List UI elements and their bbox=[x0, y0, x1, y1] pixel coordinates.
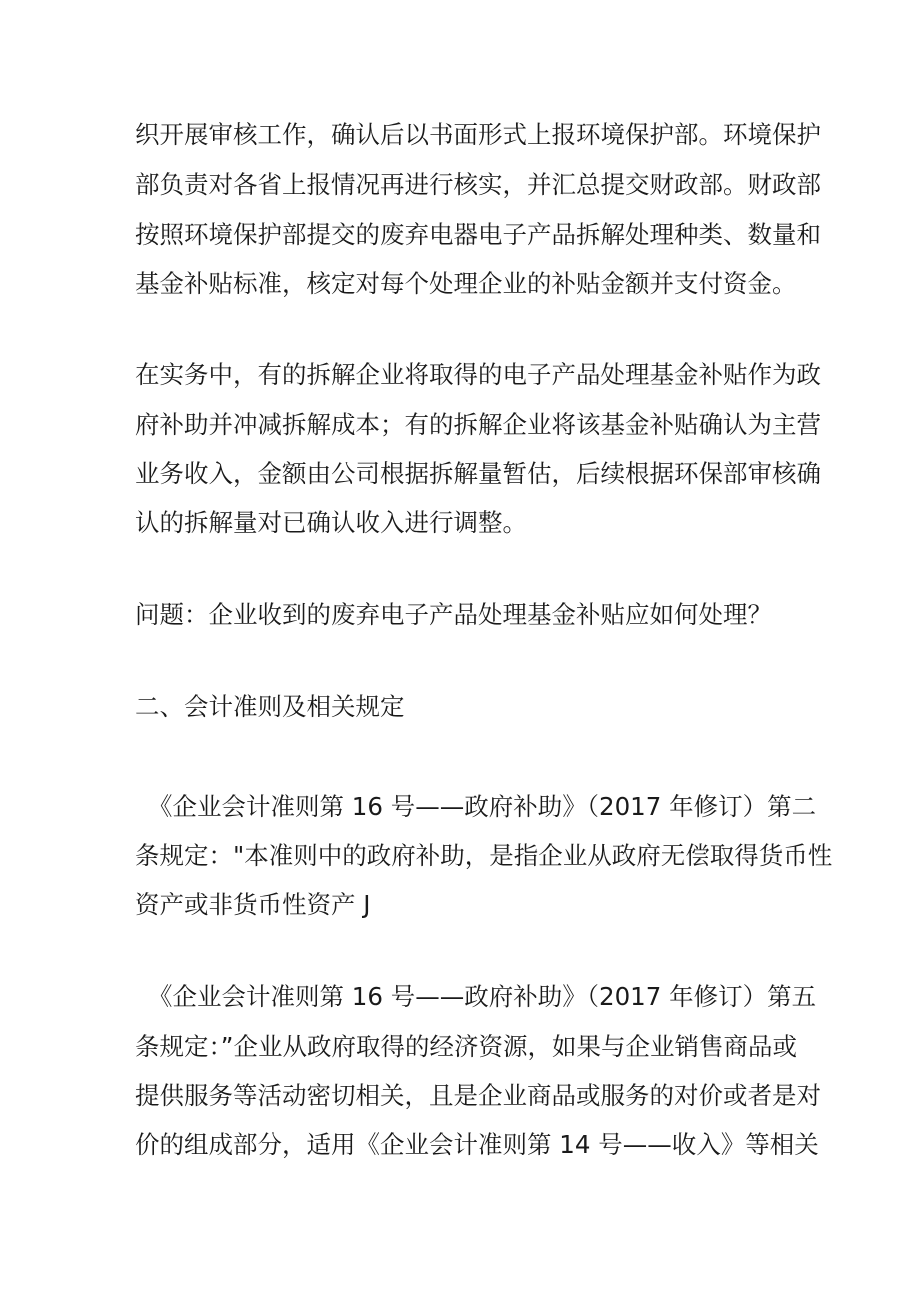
text-line: 织开展审核工作，确认后以书面形式上报环境保护部。环境保护 bbox=[135, 120, 821, 149]
text-line: 部负责对各省上报情况再进行核实，并汇总提交财政部。财政部 bbox=[135, 170, 821, 199]
text-line: 业务收入，金额由公司根据拆解量暂估，后续根据环保部审核确 bbox=[135, 459, 821, 488]
text-line: 提供服务等活动密切相关，且是企业商品或服务的对价或者是对 bbox=[135, 1081, 821, 1110]
text-line: 《企业会计准则第 16 号——政府补助》（2017 年修订）第五 bbox=[148, 982, 817, 1011]
text-line: 资产或非货币性资产 J bbox=[135, 890, 371, 919]
text-line: 基金补贴标准，核定对每个处理企业的补贴金额并支付资金。 bbox=[135, 269, 797, 298]
text-line: 府补助并冲减拆解成本；有的拆解企业将该基金补贴确认为主营 bbox=[135, 410, 821, 439]
text-line: 在实务中，有的拆解企业将取得的电子产品处理基金补贴作为政 bbox=[135, 360, 821, 389]
text-line: 《企业会计准则第 16 号——政府补助》（2017 年修订）第二 bbox=[148, 792, 817, 821]
text-line: 价的组成部分，适用《企业会计准则第 14 号——收入》等相关 bbox=[135, 1130, 819, 1159]
text-line: 条规定：”企业从政府取得的经济资源，如果与企业销售商品或 bbox=[135, 1032, 797, 1061]
text-line: 认的拆解量对已确认收入进行调整。 bbox=[135, 508, 527, 537]
section-heading: 二、会计准则及相关规定 bbox=[135, 692, 405, 721]
text-line: 条规定："本准则中的政府补助，是指企业从政府无偿取得货币性 bbox=[135, 841, 833, 870]
question-line: 问题：企业收到的废弃电子产品处理基金补贴应如何处理？ bbox=[135, 600, 772, 629]
text-line: 按照环境保护部提交的废弃电器电子产品拆解处理种类、数量和 bbox=[135, 220, 821, 249]
